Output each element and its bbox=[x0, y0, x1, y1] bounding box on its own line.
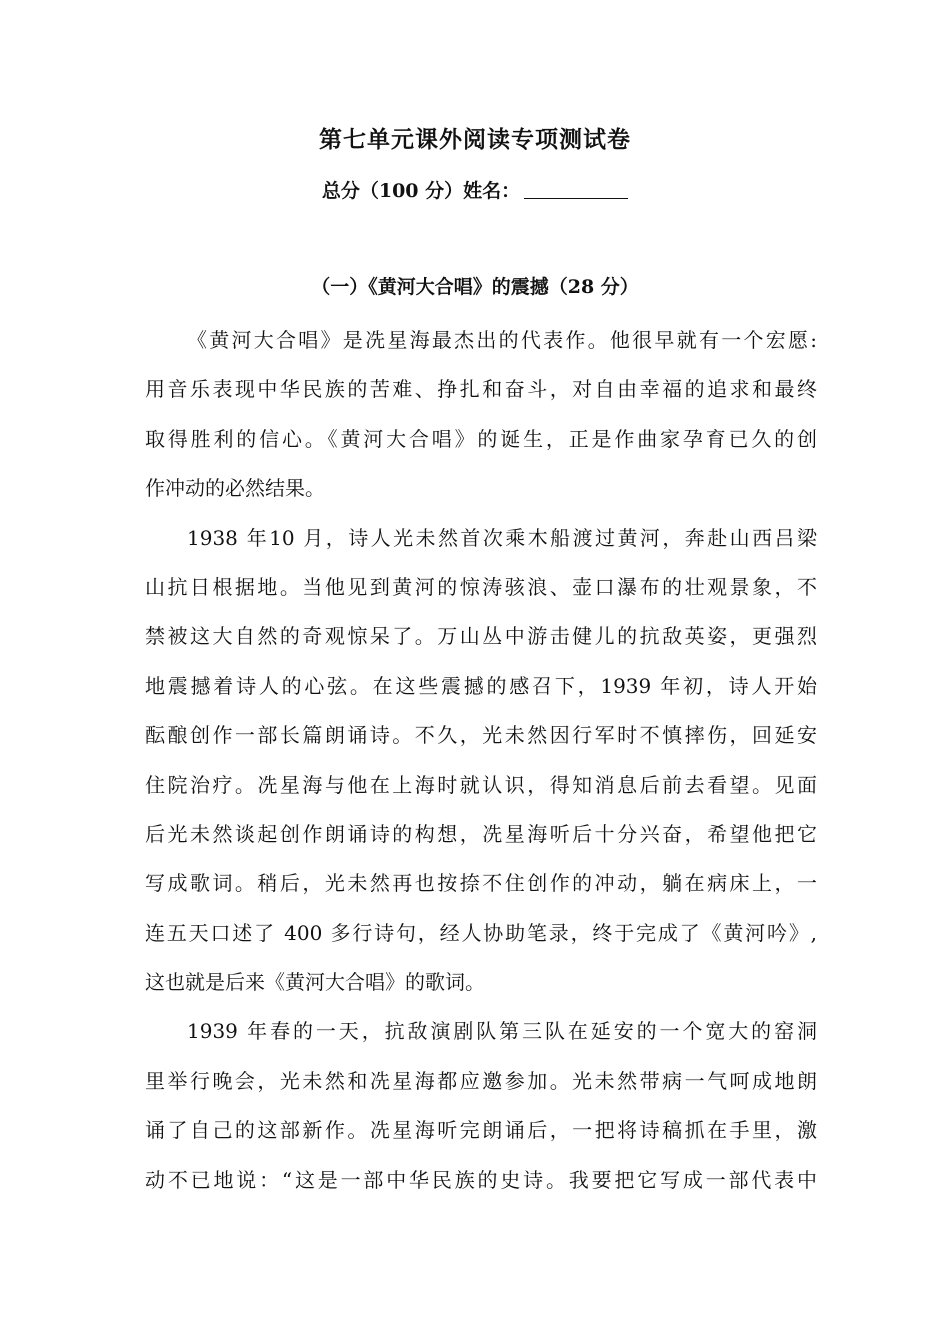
text-line: 写成歌词。稍后，光未然再也按捺不住创作的冲动，躺在病床上，一 bbox=[145, 871, 817, 896]
text-line: 里举行晚会，光未然和冼星海都应邀参加。光未然带病一气呵成地朗 bbox=[145, 1068, 817, 1093]
score-and-name-line bbox=[0, 176, 950, 206]
text-line: 诵了自己的这部新作。冼星海听完朗诵后，一把将诗稿抓在手里，激 bbox=[145, 1118, 817, 1143]
reading-passage bbox=[145, 320, 817, 1209]
section-heading: （一）《黄河大合唱》的震撼（28 分） bbox=[311, 276, 639, 298]
text-line: 住院治疗。冼星海与他在上海时就认识，得知消息后前去看望。见面 bbox=[145, 772, 817, 797]
text-line: 地震撼着诗人的心弦。在这些震撼的感召下，1939 年初，诗人开始 bbox=[145, 673, 817, 698]
text-line: 这也就是后来《黄河大合唱》的歌词。 bbox=[145, 970, 485, 995]
text-line: 1939 年春的一天，抗敌演剧队第三队在延安的一个宽大的窑洞 bbox=[187, 1019, 817, 1044]
text-line: 山抗日根据地。当他见到黄河的惊涛骇浪、壶口瀑布的壮观景象，不 bbox=[145, 574, 817, 599]
text-line: 《黄河大合唱》是冼星海最杰出的代表作。他很早就有一个宏愿: bbox=[187, 328, 817, 352]
page-title: 第七单元课外阅读专项测试卷 bbox=[319, 126, 631, 153]
text-line: 1938 年10 月，诗人光未然首次乘木船渡过黄河，奔赴山西吕梁 bbox=[187, 525, 817, 550]
paragraph-2 bbox=[145, 518, 817, 1012]
text-line: 连五天口述了 400 多行诗句，经人协助笔录，终于完成了《黄河吟》, bbox=[145, 920, 817, 945]
text-line: 作冲动的必然结果。 bbox=[145, 476, 325, 501]
paragraph-3 bbox=[145, 1011, 817, 1209]
text-line: 禁被这大自然的奇观惊呆了。万山丛中游击健儿的抗敌英姿，更强烈 bbox=[145, 624, 817, 649]
text-line: 用音乐表现中华民族的苦难、挣扎和奋斗，对自由幸福的追求和最终 bbox=[145, 377, 817, 402]
text-line: 后光未然谈起创作朗诵诗的构想，冼星海听后十分兴奋，希望他把它 bbox=[145, 821, 817, 846]
text-line: 动不已地说：“这是一部中华民族的史诗。我要把它写成一部代表中 bbox=[145, 1167, 817, 1192]
score-name-label: 总分（100 分）姓名： bbox=[321, 180, 521, 202]
name-blank-field bbox=[524, 180, 628, 199]
text-line: 取得胜利的信心。《黄河大合唱》的诞生，正是作曲家孕育已久的创 bbox=[145, 426, 817, 451]
paragraph-1 bbox=[145, 320, 817, 518]
text-line: 酝酿创作一部长篇朗诵诗。不久，光未然因行军时不慎摔伤，回延安 bbox=[145, 723, 817, 748]
